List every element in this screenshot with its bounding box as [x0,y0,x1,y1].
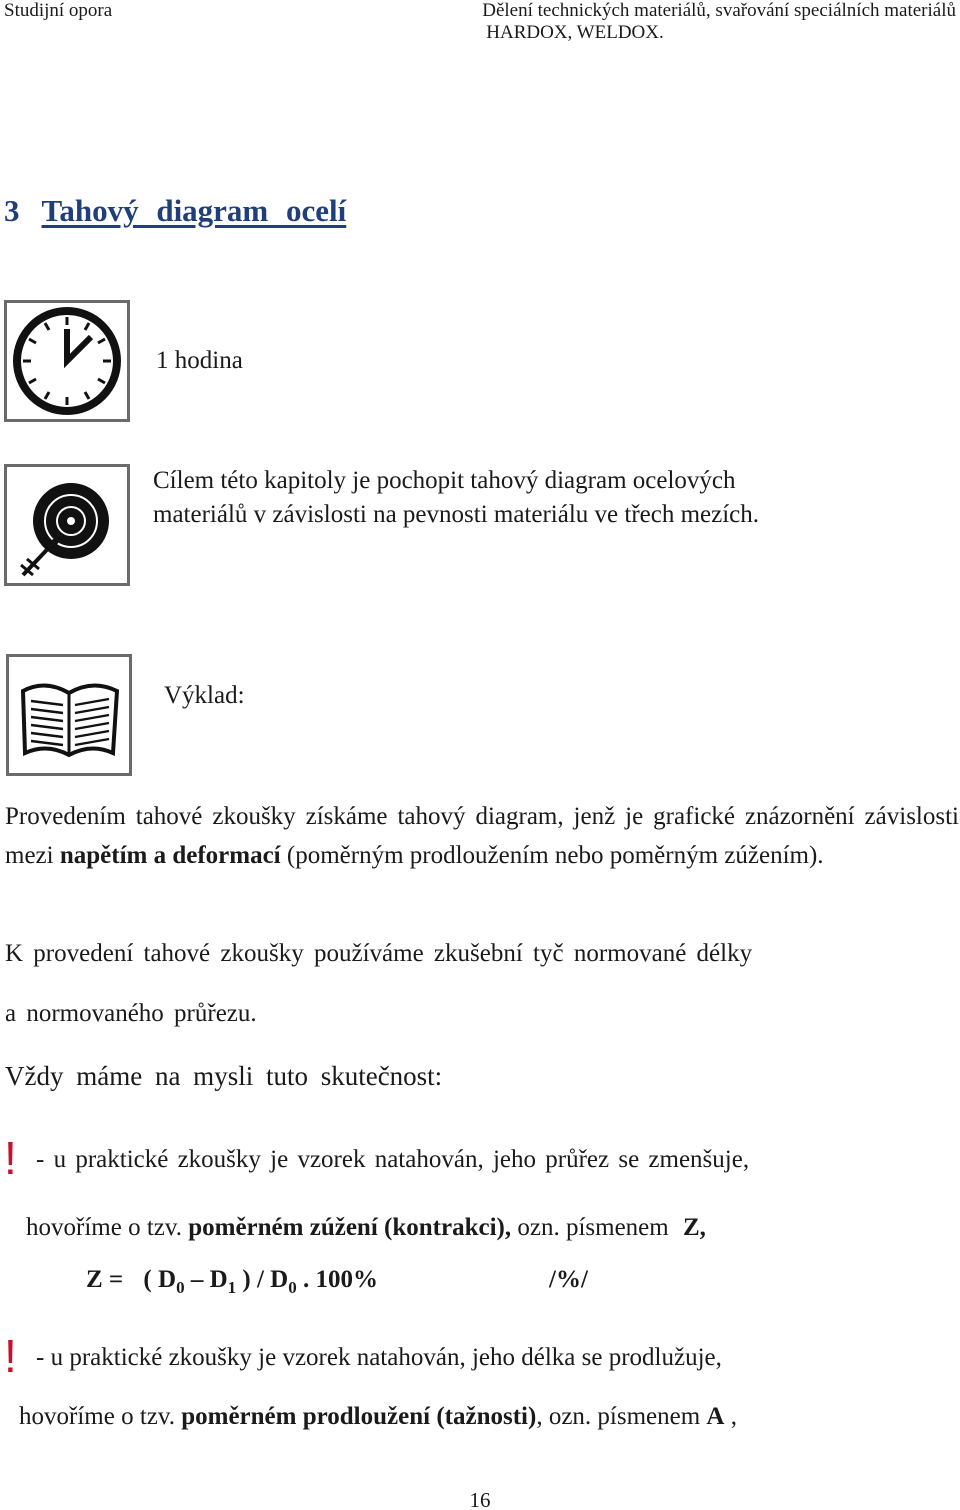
paragraph-1 [5,797,959,875]
bullet-1-mark: ! [4,1132,17,1184]
formula-sub2: 0 [288,1278,297,1297]
target-icon [4,464,130,586]
formula-lhs: Z = [86,1266,124,1293]
formula-sub0: 0 [176,1278,185,1297]
explanation-label: Výklad: [164,682,245,709]
chapter-number: 3 [4,193,20,228]
chapter-title [4,193,346,229]
header-right [482,0,956,44]
header-left: Studijní opora [4,0,113,21]
b1-letter: Z, [682,1214,706,1241]
header-right-line1: Dělení technických materiálů, svařování speciálních materiálů [482,0,956,21]
header-right-line2: HARDOX, WELDOX. [486,22,664,43]
formula-sub1: 1 [227,1278,237,1297]
bullet-2-mark: ! [4,1330,17,1382]
b2-line1: - u praktické zkoušky je vzorek natahován, jeho délka se prodlužuje, [36,1344,722,1371]
formula-unit: /%/ [549,1266,588,1293]
chapter-title-text: Tahový diagram ocelí [41,193,347,228]
goal-line2: materiálů v závislosti na pevnosti materiálu ve třech mezích. [153,501,760,528]
b2-line2-a: hovoříme o tzv. [19,1403,182,1430]
b2-line2-c: , ozn. písmenem [536,1403,707,1430]
p2-line1: K provedení tahové zkoušky používáme zkušební tyč normované délky [5,940,753,967]
formula-times: . 100% [296,1266,378,1293]
time-text: 1 hodina [156,347,243,374]
p2-line2: a normovaného průřezu. [5,1000,257,1027]
p1-bold: napětím a deformací [59,842,281,869]
p1-text-c: (poměrným prodloužením nebo poměrným zúžením). [280,842,824,869]
b1-line2-a: hovoříme o tzv. [26,1214,189,1241]
b2-bold: poměrném prodloužení (tažnosti) [181,1403,537,1430]
p1-text-a: Provedením tahové zkoušky získáme tahový diagram, jenž je grafické znázornění závislosti mezi [5,803,959,869]
b1-line2-c: ozn. písmenem [511,1214,675,1241]
b1-line2 [26,1211,706,1245]
formula [86,1266,378,1298]
b1-line1: - u praktické zkoušky je vzorek natahován, jeho průřez se zmenšuje, [36,1146,750,1173]
page-number: 16 [469,1488,491,1510]
book-icon [6,654,132,776]
b1-bold: poměrném zúžení (kontrakci), [188,1214,512,1241]
clock-icon [4,300,130,422]
b2-letter: A [706,1403,725,1430]
p3-text: Vždy máme na mysli tuto skutečnost: [5,1061,443,1091]
b2-line2 [19,1400,737,1434]
formula-open: ( D [143,1266,177,1293]
goal-line1: Cílem této kapitoly je pochopit tahový diagram ocelových [153,467,736,494]
b2-line2-e: , [724,1403,737,1430]
formula-div: ) / D [236,1266,289,1293]
formula-minus: – D [184,1266,228,1293]
